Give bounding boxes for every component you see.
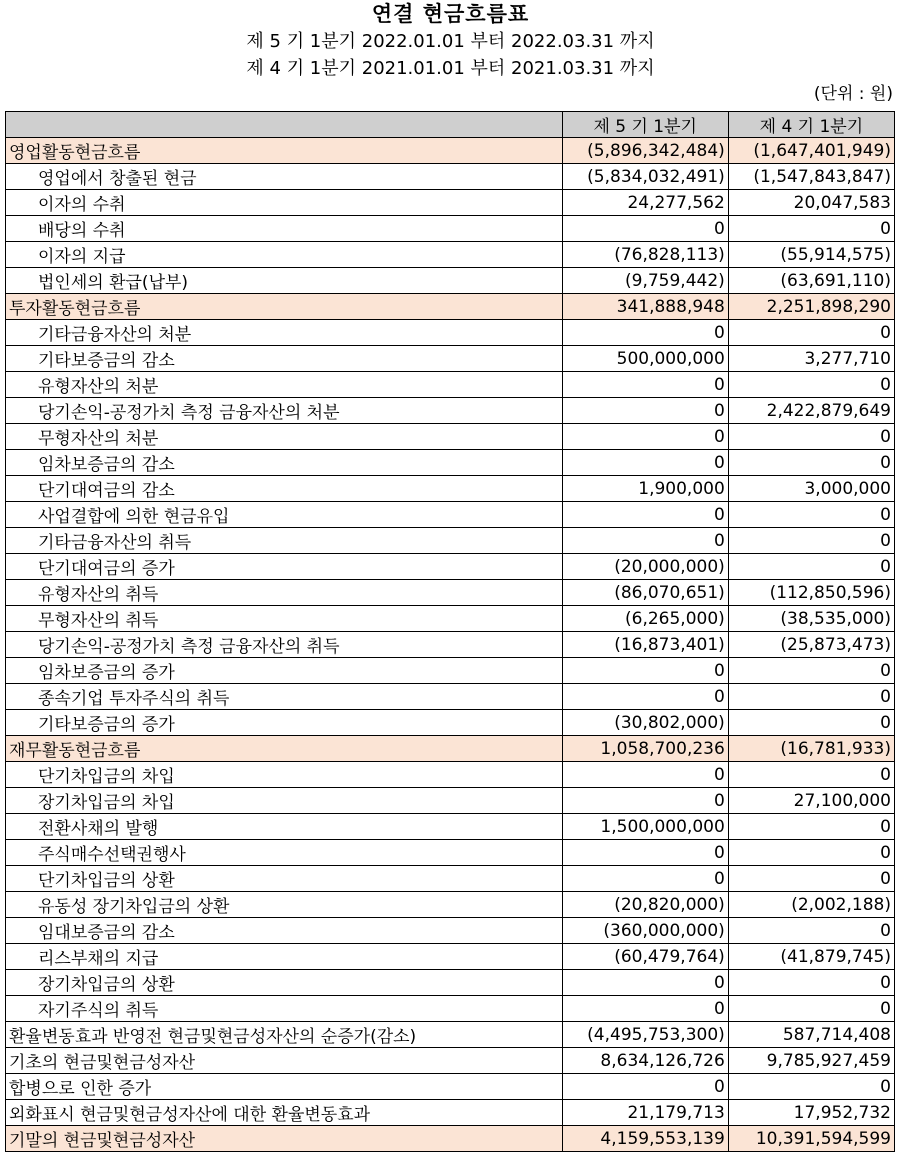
period-prior: 제 4 기 1분기 2021.01.01 부터 2021.03.31 까지 bbox=[246, 58, 655, 79]
current-period-value: 1,058,700,236 bbox=[562, 736, 728, 762]
current-period-value: 8,634,126,726 bbox=[562, 1048, 728, 1074]
table-row bbox=[6, 190, 895, 216]
table-row bbox=[6, 918, 895, 944]
table-row bbox=[6, 476, 895, 502]
prior-period-value: 587,714,408 bbox=[728, 1022, 894, 1048]
row-label: 합병으로 인한 증가 bbox=[6, 1074, 563, 1100]
prior-period-value: 0 bbox=[728, 502, 894, 528]
prior-period-value: 0 bbox=[728, 970, 894, 996]
current-period-value: (360,000,000) bbox=[562, 918, 728, 944]
table-row bbox=[6, 788, 895, 814]
header-label-cell bbox=[6, 112, 563, 138]
section-row bbox=[6, 1126, 895, 1152]
statement-title: 연결 현금흐름표 bbox=[371, 1, 530, 26]
prior-period-value: 0 bbox=[728, 1074, 894, 1100]
row-label: 리스부채의 지급 bbox=[6, 944, 563, 970]
current-period-value: 0 bbox=[562, 684, 728, 710]
row-label: 이자의 수취 bbox=[6, 190, 563, 216]
row-label: 기타보증금의 증가 bbox=[6, 710, 563, 736]
current-period-value: 0 bbox=[562, 320, 728, 346]
row-label: 투자활동현금흐름 bbox=[6, 294, 563, 320]
prior-period-value: 0 bbox=[728, 762, 894, 788]
row-label: 임대보증금의 감소 bbox=[6, 918, 563, 944]
cash-flow-table bbox=[5, 111, 895, 1152]
table-row bbox=[6, 554, 895, 580]
prior-period-value: 0 bbox=[728, 450, 894, 476]
table-row bbox=[6, 1074, 895, 1100]
section-row bbox=[6, 138, 895, 164]
table-row bbox=[6, 580, 895, 606]
header-current-period: 제 5 기 1분기 bbox=[562, 112, 728, 138]
table-row bbox=[6, 658, 895, 684]
current-period-value: 0 bbox=[562, 866, 728, 892]
table-row bbox=[6, 320, 895, 346]
row-label: 장기차입금의 차입 bbox=[6, 788, 563, 814]
table-row bbox=[6, 528, 895, 554]
table-row bbox=[6, 814, 895, 840]
current-period-value: 0 bbox=[562, 424, 728, 450]
current-period-value: 21,179,713 bbox=[562, 1100, 728, 1126]
row-label: 사업결합에 의한 현금유입 bbox=[6, 502, 563, 528]
current-period-value: (30,802,000) bbox=[562, 710, 728, 736]
row-label: 배당의 수취 bbox=[6, 216, 563, 242]
prior-period-value: 2,422,879,649 bbox=[728, 398, 894, 424]
current-period-value: 500,000,000 bbox=[562, 346, 728, 372]
prior-period-value: 0 bbox=[728, 554, 894, 580]
row-label: 영업활동현금흐름 bbox=[6, 138, 563, 164]
current-period-value: (4,495,753,300) bbox=[562, 1022, 728, 1048]
row-label: 단기대여금의 감소 bbox=[6, 476, 563, 502]
table-row bbox=[6, 632, 895, 658]
row-label: 법인세의 환급(납부) bbox=[6, 268, 563, 294]
row-label: 기말의 현금및현금성자산 bbox=[6, 1126, 563, 1152]
table-row bbox=[6, 996, 895, 1022]
section-row bbox=[6, 736, 895, 762]
row-label: 유형자산의 처분 bbox=[6, 372, 563, 398]
table-header-row bbox=[6, 112, 895, 138]
row-label: 환율변동효과 반영전 현금및현금성자산의 순증가(감소) bbox=[6, 1022, 563, 1048]
current-period-value: 0 bbox=[562, 216, 728, 242]
current-period-value: (76,828,113) bbox=[562, 242, 728, 268]
row-label: 전환사채의 발행 bbox=[6, 814, 563, 840]
current-period-value: (6,265,000) bbox=[562, 606, 728, 632]
row-label: 기타보증금의 감소 bbox=[6, 346, 563, 372]
prior-period-value: 0 bbox=[728, 814, 894, 840]
prior-period-value: (38,535,000) bbox=[728, 606, 894, 632]
prior-period-value: 0 bbox=[728, 372, 894, 398]
current-period-value: 0 bbox=[562, 970, 728, 996]
prior-period-value: (63,691,110) bbox=[728, 268, 894, 294]
prior-period-value: 10,391,594,599 bbox=[728, 1126, 894, 1152]
table-row bbox=[6, 762, 895, 788]
row-label: 자기주식의 취득 bbox=[6, 996, 563, 1022]
prior-period-value: 0 bbox=[728, 216, 894, 242]
table-row bbox=[6, 346, 895, 372]
period-current: 제 5 기 1분기 2022.01.01 부터 2022.03.31 까지 bbox=[246, 31, 655, 52]
current-period-value: (5,896,342,484) bbox=[562, 138, 728, 164]
prior-period-value: 0 bbox=[728, 424, 894, 450]
prior-period-value: 3,000,000 bbox=[728, 476, 894, 502]
row-label: 기타금융자산의 취득 bbox=[6, 528, 563, 554]
row-label: 무형자산의 취득 bbox=[6, 606, 563, 632]
current-period-value: 0 bbox=[562, 450, 728, 476]
table-row bbox=[6, 216, 895, 242]
row-label: 단기차입금의 상환 bbox=[6, 866, 563, 892]
current-period-value: 341,888,948 bbox=[562, 294, 728, 320]
current-period-value: 4,159,553,139 bbox=[562, 1126, 728, 1152]
table-row bbox=[6, 268, 895, 294]
table-row bbox=[6, 840, 895, 866]
row-label: 당기손익-공정가치 측정 금융자산의 취득 bbox=[6, 632, 563, 658]
table-row bbox=[6, 502, 895, 528]
current-period-value: 1,900,000 bbox=[562, 476, 728, 502]
prior-period-value: (112,850,596) bbox=[728, 580, 894, 606]
row-label: 재무활동현금흐름 bbox=[6, 736, 563, 762]
current-period-value: (86,070,651) bbox=[562, 580, 728, 606]
prior-period-value: 20,047,583 bbox=[728, 190, 894, 216]
table-row bbox=[6, 398, 895, 424]
table-row bbox=[6, 892, 895, 918]
prior-period-value: 0 bbox=[728, 658, 894, 684]
table-row bbox=[6, 866, 895, 892]
prior-period-value: 27,100,000 bbox=[728, 788, 894, 814]
current-period-value: 0 bbox=[562, 1074, 728, 1100]
table-row bbox=[6, 1022, 895, 1048]
prior-period-value: 0 bbox=[728, 710, 894, 736]
current-period-value: 0 bbox=[562, 372, 728, 398]
current-period-value: 1,500,000,000 bbox=[562, 814, 728, 840]
header-prior-period: 제 4 기 1분기 bbox=[728, 112, 894, 138]
table-row bbox=[6, 372, 895, 398]
prior-period-value: (2,002,188) bbox=[728, 892, 894, 918]
prior-period-value: 0 bbox=[728, 684, 894, 710]
current-period-value: 0 bbox=[562, 996, 728, 1022]
current-period-value: 0 bbox=[562, 398, 728, 424]
row-label: 유형자산의 취득 bbox=[6, 580, 563, 606]
current-period-value: 0 bbox=[562, 840, 728, 866]
current-period-value: (60,479,764) bbox=[562, 944, 728, 970]
table-row bbox=[6, 242, 895, 268]
row-label: 외화표시 현금및현금성자산에 대한 환율변동효과 bbox=[6, 1100, 563, 1126]
table-row bbox=[6, 164, 895, 190]
current-period-value: 0 bbox=[562, 528, 728, 554]
table-row bbox=[6, 424, 895, 450]
row-label: 종속기업 투자주식의 취득 bbox=[6, 684, 563, 710]
prior-period-value: (41,879,745) bbox=[728, 944, 894, 970]
row-label: 장기차입금의 상환 bbox=[6, 970, 563, 996]
prior-period-value: 0 bbox=[728, 918, 894, 944]
prior-period-value: (55,914,575) bbox=[728, 242, 894, 268]
current-period-value: (20,000,000) bbox=[562, 554, 728, 580]
row-label: 주식매수선택권행사 bbox=[6, 840, 563, 866]
current-period-value: 24,277,562 bbox=[562, 190, 728, 216]
prior-period-value: 0 bbox=[728, 840, 894, 866]
prior-period-value: 0 bbox=[728, 528, 894, 554]
table-row bbox=[6, 450, 895, 476]
current-period-value: 0 bbox=[562, 658, 728, 684]
current-period-value: (9,759,442) bbox=[562, 268, 728, 294]
row-label: 기타금융자산의 처분 bbox=[6, 320, 563, 346]
prior-period-value: 9,785,927,459 bbox=[728, 1048, 894, 1074]
prior-period-value: 2,251,898,290 bbox=[728, 294, 894, 320]
section-row bbox=[6, 294, 895, 320]
table-row bbox=[6, 970, 895, 996]
prior-period-value: (16,781,933) bbox=[728, 736, 894, 762]
row-label: 이자의 지급 bbox=[6, 242, 563, 268]
table-row bbox=[6, 1048, 895, 1074]
prior-period-value: (1,547,843,847) bbox=[728, 164, 894, 190]
table-row bbox=[6, 710, 895, 736]
current-period-value: (5,834,032,491) bbox=[562, 164, 728, 190]
row-label: 영업에서 창출된 현금 bbox=[6, 164, 563, 190]
table-row bbox=[6, 1100, 895, 1126]
current-period-value: 0 bbox=[562, 762, 728, 788]
prior-period-value: 0 bbox=[728, 996, 894, 1022]
prior-period-value: 0 bbox=[728, 866, 894, 892]
row-label: 당기손익-공정가치 측정 금융자산의 처분 bbox=[6, 398, 563, 424]
current-period-value: 0 bbox=[562, 788, 728, 814]
table-row bbox=[6, 606, 895, 632]
row-label: 임차보증금의 감소 bbox=[6, 450, 563, 476]
table-row bbox=[6, 684, 895, 710]
row-label: 유동성 장기차입금의 상환 bbox=[6, 892, 563, 918]
row-label: 임차보증금의 증가 bbox=[6, 658, 563, 684]
prior-period-value: (1,647,401,949) bbox=[728, 138, 894, 164]
row-label: 단기차입금의 차입 bbox=[6, 762, 563, 788]
row-label: 단기대여금의 증가 bbox=[6, 554, 563, 580]
current-period-value: (20,820,000) bbox=[562, 892, 728, 918]
table-row bbox=[6, 944, 895, 970]
row-label: 무형자산의 처분 bbox=[6, 424, 563, 450]
row-label: 기초의 현금및현금성자산 bbox=[6, 1048, 563, 1074]
current-period-value: 0 bbox=[562, 502, 728, 528]
prior-period-value: 3,277,710 bbox=[728, 346, 894, 372]
current-period-value: (16,873,401) bbox=[562, 632, 728, 658]
unit-label: (단위 : 원) bbox=[813, 84, 893, 104]
prior-period-value: 0 bbox=[728, 320, 894, 346]
prior-period-value: 17,952,732 bbox=[728, 1100, 894, 1126]
prior-period-value: (25,873,473) bbox=[728, 632, 894, 658]
